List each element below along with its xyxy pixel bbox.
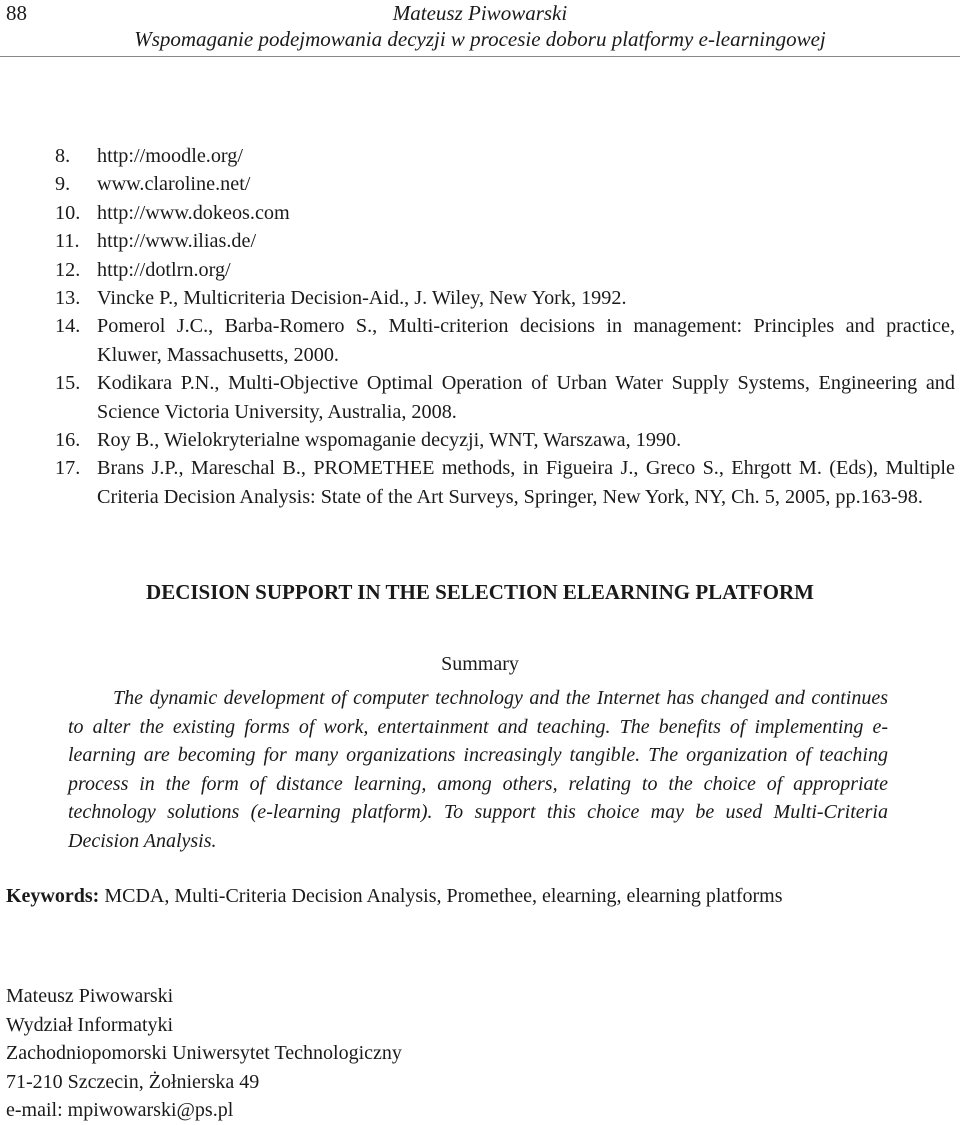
reference-text: Pomerol J.C., Barba-Romero S., Multi-criterion decisions in management: Principles and practice, Kluwer, Massachusetts, 2000. — [97, 315, 955, 366]
reference-item — [55, 426, 955, 454]
reference-number: 15. — [55, 372, 81, 395]
header-divider — [0, 56, 960, 57]
page-number: 88 — [6, 1, 27, 25]
summary-heading: Summary — [441, 653, 519, 675]
reference-item — [55, 142, 955, 170]
reference-text: http://www.ilias.de/ — [97, 230, 257, 253]
reference-item — [55, 454, 955, 511]
reference-text: Brans J.P., Mareschal B., PROMETHEE methods, in Figueira J., Greco S., Ehrgott M. (Eds), Multiple Criteria Decision Analysis: State of the Art Surveys, Springer, New York, NY, Ch. 5, 2005, pp.163-98. — [97, 457, 955, 508]
summary-body: The dynamic development of computer technology and the Internet has changed and continues to alter the existing forms of work, entertainment and teaching. The benefits of implementing e-learning are becoming for many organizations increasingly tangible. The organization of teaching process in the form of distance learning, among others, relating to the choice of appropriate technology solutions (e-learning platform). To support this choice may be used Multi-Criteria Decision Analysis. — [68, 687, 888, 852]
reference-item — [55, 284, 955, 312]
author-department: Wydział Informatyki — [6, 1013, 174, 1036]
author-university: Zachodniopomorski Uniwersytet Technologiczny — [6, 1042, 402, 1065]
keywords-line — [6, 882, 956, 910]
reference-text: Roy B., Wielokryterialne wspomaganie decyzji, WNT, Warszawa, 1990. — [97, 429, 682, 452]
reference-item — [55, 312, 955, 369]
reference-text: Vincke P., Multicriteria Decision-Aid., J. Wiley, New York, 1992. — [97, 287, 627, 310]
reference-text: http://moodle.org/ — [97, 145, 243, 167]
author-city: 71-210 Szczecin, Żołnierska 49 — [6, 1070, 260, 1093]
reference-number: 14. — [55, 315, 81, 338]
running-header — [0, 0, 960, 52]
reference-text: http://dotlrn.org/ — [97, 258, 231, 281]
reference-number: 16. — [55, 429, 81, 452]
reference-number: 8. — [55, 145, 71, 167]
author-email: e-mail: mpiwowarski@ps.pl — [6, 1099, 234, 1122]
reference-number: 11. — [55, 230, 80, 253]
keywords-text: MCDA, Multi-Criteria Decision Analysis, Promethee, elearning, elearning platforms — [104, 885, 783, 907]
reference-number: 12. — [55, 258, 81, 281]
english-title: DECISION SUPPORT IN THE SELECTION ELEARNING PLATFORM — [146, 580, 814, 604]
reference-number: 17. — [55, 457, 81, 480]
reference-number: 10. — [55, 201, 81, 224]
reference-list — [55, 142, 955, 511]
reference-text: Kodikara P.N., Multi-Objective Optimal Operation of Urban Water Supply Systems, Engineering and Science Victoria University, Australia, 2008. — [97, 372, 955, 423]
reference-item — [55, 199, 955, 227]
header-author: Mateusz Piwowarski — [392, 1, 568, 25]
reference-item — [55, 170, 955, 198]
author-address — [6, 982, 402, 1125]
reference-item — [55, 227, 955, 255]
author-name: Mateusz Piwowarski — [6, 985, 174, 1007]
header-article-title: Wspomaganie podejmowania decyzji w procesie doboru platformy e-learningowej — [134, 27, 826, 51]
reference-item — [55, 369, 955, 426]
reference-text: http://www.dokeos.com — [97, 201, 290, 224]
reference-number: 9. — [55, 173, 71, 196]
reference-number: 13. — [55, 287, 81, 310]
reference-text: www.claroline.net/ — [97, 173, 251, 196]
reference-item — [55, 256, 955, 284]
keywords-label: Keywords: — [6, 885, 100, 907]
